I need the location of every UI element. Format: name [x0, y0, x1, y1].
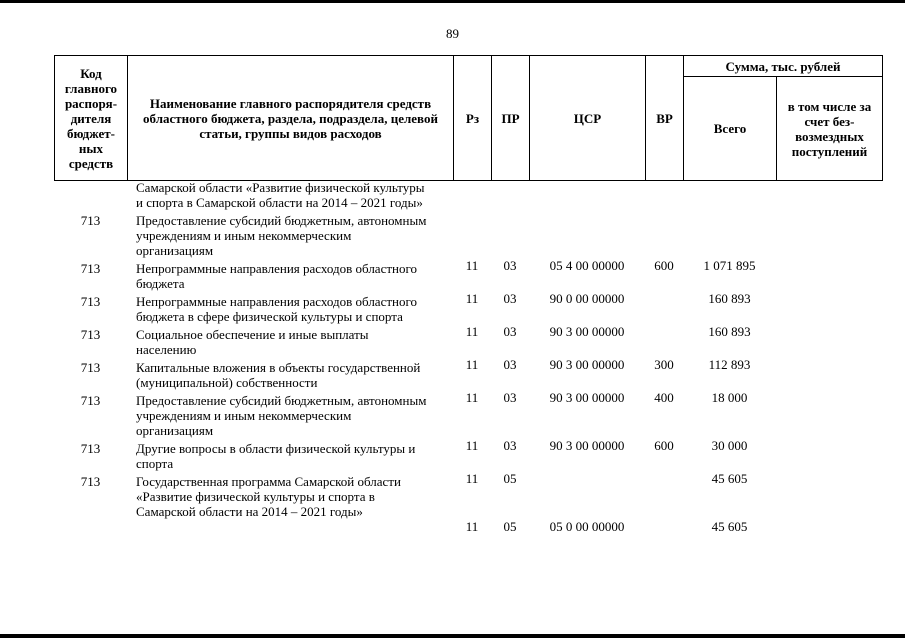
row-code: 713 — [80, 261, 101, 276]
row-rz: 11 — [465, 291, 479, 306]
table-row — [54, 327, 882, 372]
header-csr: ЦСР — [530, 56, 646, 181]
row-pr: 05 — [503, 471, 517, 486]
header-sum-group: Сумма, тыс. рублей — [684, 56, 883, 77]
row-vr: 600 — [654, 438, 674, 453]
row-total: 1 071 895 — [703, 258, 756, 273]
row-total: 45 605 — [711, 471, 748, 486]
header-incl-free: в том числе за счет без-возмездных поступлений — [777, 77, 883, 181]
row-rz: 11 — [465, 471, 479, 486]
table-row — [54, 441, 882, 486]
row-total: 160 893 — [708, 324, 751, 339]
row-pr: 03 — [503, 291, 517, 306]
row-name: Государственная программа Самарской области «Развитие физической культуры и спорта в Самарской области на 2014 – 2021 годы» — [136, 474, 401, 519]
row-total: 112 893 — [708, 357, 751, 372]
row-pr: 03 — [503, 438, 517, 453]
row-pr: 03 — [503, 324, 517, 339]
header-total: Всего — [684, 77, 777, 181]
row-csr: 90 3 00 00000 — [549, 390, 625, 405]
row-name: Предоставление субсидий бюджетным, автономным учреждениям и иным некоммерческим организациям — [136, 213, 427, 258]
row-pr: 05 — [503, 519, 517, 534]
row-csr: 90 3 00 00000 — [549, 357, 625, 372]
row-vr: 300 — [654, 357, 674, 372]
header-vr: ВР — [646, 56, 684, 181]
row-code: 713 — [80, 360, 101, 375]
row-name: Другие вопросы в области физической культуры и спорта — [136, 441, 416, 471]
row-total: 45 605 — [711, 519, 748, 534]
table-row — [54, 213, 882, 273]
table-header — [54, 55, 883, 181]
page-number: 89 — [446, 26, 459, 41]
row-rz: 11 — [465, 324, 479, 339]
table-body — [54, 180, 882, 534]
row-rz: 11 — [465, 258, 479, 273]
table-row — [54, 294, 882, 339]
row-rz: 11 — [465, 438, 479, 453]
row-vr: 600 — [654, 258, 674, 273]
top-border — [0, 0, 905, 3]
row-csr: 90 0 00 00000 — [549, 291, 625, 306]
header-code: Код главного распоря-дителя бюджет-ных средств — [55, 56, 128, 181]
table-row — [54, 261, 882, 306]
row-pr: 03 — [503, 258, 517, 273]
table-row — [54, 180, 882, 210]
row-csr: 90 3 00 00000 — [549, 324, 625, 339]
row-csr: 05 0 00 00000 — [549, 519, 625, 534]
header-pr: ПР — [492, 56, 530, 181]
row-pr: 03 — [503, 357, 517, 372]
row-total: 30 000 — [711, 438, 748, 453]
row-pr: 03 — [503, 390, 517, 405]
row-rz: 11 — [465, 357, 479, 372]
table-row — [54, 360, 882, 405]
row-code: 713 — [80, 474, 101, 489]
row-total: 160 893 — [708, 291, 751, 306]
row-rz: 11 — [465, 519, 479, 534]
row-name: Самарской области «Развитие физической культуры и спорта в Самарской области на 2014 – 2021 годы» — [136, 180, 425, 210]
row-total: 18 000 — [711, 390, 748, 405]
header-rz: Рз — [454, 56, 492, 181]
row-csr: 90 3 00 00000 — [549, 438, 625, 453]
row-code: 713 — [80, 441, 101, 456]
bottom-border — [0, 634, 905, 638]
row-csr: 05 4 00 00000 — [549, 258, 625, 273]
row-code: 713 — [80, 327, 101, 342]
row-name: Непрограммные направления расходов областного бюджета в сфере физической культуры и спорта — [136, 294, 417, 324]
row-vr: 400 — [654, 390, 674, 405]
row-name: Капитальные вложения в объекты государственной (муниципальной) собственности — [136, 360, 421, 390]
row-rz: 11 — [465, 390, 479, 405]
header-name: Наименование главного распорядителя средств областного бюджета, раздела, подраздела, целевой статьи, группы видов расходов — [128, 56, 454, 181]
table-row — [54, 474, 882, 534]
row-name: Непрограммные направления расходов областного бюджета — [136, 261, 417, 291]
row-code: 713 — [80, 213, 101, 228]
row-code: 713 — [80, 294, 101, 309]
row-code: 713 — [80, 393, 101, 408]
row-name: Социальное обеспечение и иные выплаты населению — [136, 327, 369, 357]
row-name: Предоставление субсидий бюджетным, автономным учреждениям и иным некоммерческим организациям — [136, 393, 427, 438]
table-row — [54, 393, 882, 453]
